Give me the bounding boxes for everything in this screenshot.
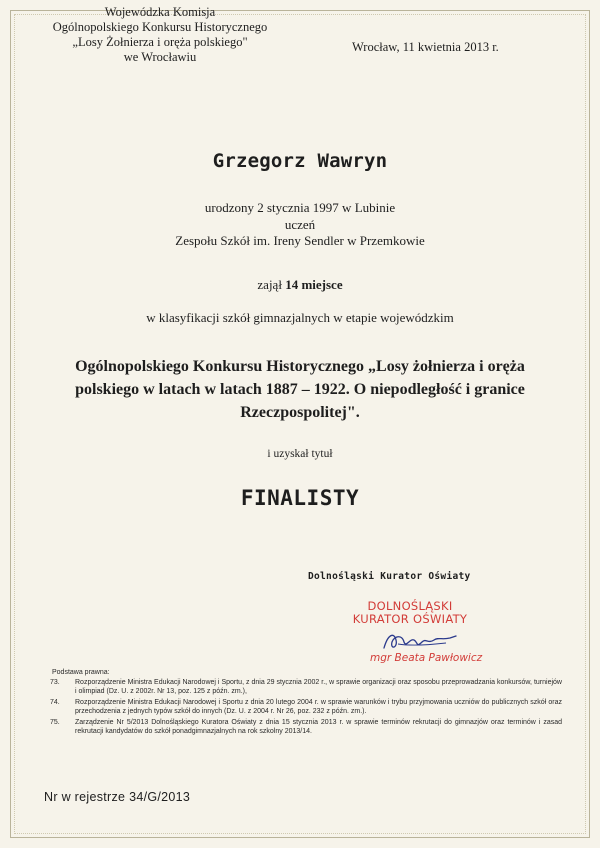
stamp-line: KURATOR OŚWIATY <box>352 612 468 626</box>
institution-line: Ogólnopolskiego Konkursu Historycznego <box>52 20 268 34</box>
title-intro: i uzyskał tytuł <box>267 448 333 460</box>
awarded-title: FINALISTY <box>240 486 360 510</box>
signer-name: mgr Beata Pawłowicz <box>370 652 483 664</box>
legal-item-text: Rozporządzenie Ministra Edukacji Narodowej i Sportu, z dnia 29 stycznia 2002 r., w sprawie organizacji oraz sposobu przeprowadzania konkursów, turniejów i olimpiad (Dz. U. z 2002r. Nr 13, poz. 125 z późn. zm.), <box>75 679 562 695</box>
place-value: 14 miejsce <box>285 277 343 292</box>
institution-line: „Losy Żołnierza i oręża polskiego" <box>72 35 248 49</box>
competition-line: Ogólnopolskiego Konkursu Historycznego „Losy żołnierza i oręża <box>75 358 525 375</box>
place-result <box>0 277 600 293</box>
classification: w klasyfikacji szkół gimnazjalnych w etapie wojewódzkim <box>146 310 454 325</box>
place-date: Wrocław, 11 kwietnia 2013 r. <box>352 40 499 54</box>
legal-basis <box>50 668 562 738</box>
official-stamp <box>325 600 495 626</box>
legal-item <box>50 718 562 736</box>
legal-item-text: Zarządzenie Nr 5/2013 Dolnośląskiego Kuratora Oświaty z dnia 15 stycznia 2013 r. w sprawie terminów rekrutacji do gimnazjów oraz terminów i zasad rekrutacji kandydatów do szkół ponadgimnazjalnych na rok szkolny 2013/14. <box>75 719 562 735</box>
legal-item-number: 74. <box>50 699 60 706</box>
stamp-line: DOLNOŚLĄSKI <box>367 599 453 613</box>
legal-item-number: 75. <box>50 719 60 726</box>
legal-basis-heading: Podstawa prawna: <box>52 669 110 676</box>
signatory-office: Dolnośląski Kurator Oświaty <box>308 571 471 582</box>
competition-line: Rzeczpospolitej". <box>240 404 360 421</box>
took-prefix: zajął <box>257 277 282 292</box>
competition-line: polskiego w latach w latach 1887 – 1922. O niepodległość i granice <box>75 381 525 398</box>
institution-line: we Wrocławiu <box>123 50 197 64</box>
recipient-name: Grzegorz Wawryn <box>212 150 388 172</box>
issuing-institution <box>40 5 280 65</box>
birth-info: urodzony 2 stycznia 1997 w Lubinie <box>204 200 396 215</box>
school-name: Zespołu Szkół im. Ireny Sendler w Przemkowie <box>175 233 425 248</box>
legal-item <box>50 698 562 716</box>
institution-line: Wojewódzka Komisja <box>104 5 216 19</box>
competition-name <box>60 355 540 424</box>
legal-item <box>50 678 562 696</box>
registry-number: Nr w rejestrze 34/G/2013 <box>44 790 191 804</box>
legal-item-text: Rozporządzenie Ministra Edukacji Narodowej i Sportu z dnia 20 lutego 2004 r. w sprawie warunków i trybu przyjmowania uczniów do publicznych szkół oraz przechodzenia z jednych typów szkół do innych (Dz. U. z 2004 r. Nr 26, poz. 232 z późn. zm.). <box>75 699 562 715</box>
legal-item-number: 73. <box>50 679 60 686</box>
student-role: uczeń <box>284 217 316 232</box>
